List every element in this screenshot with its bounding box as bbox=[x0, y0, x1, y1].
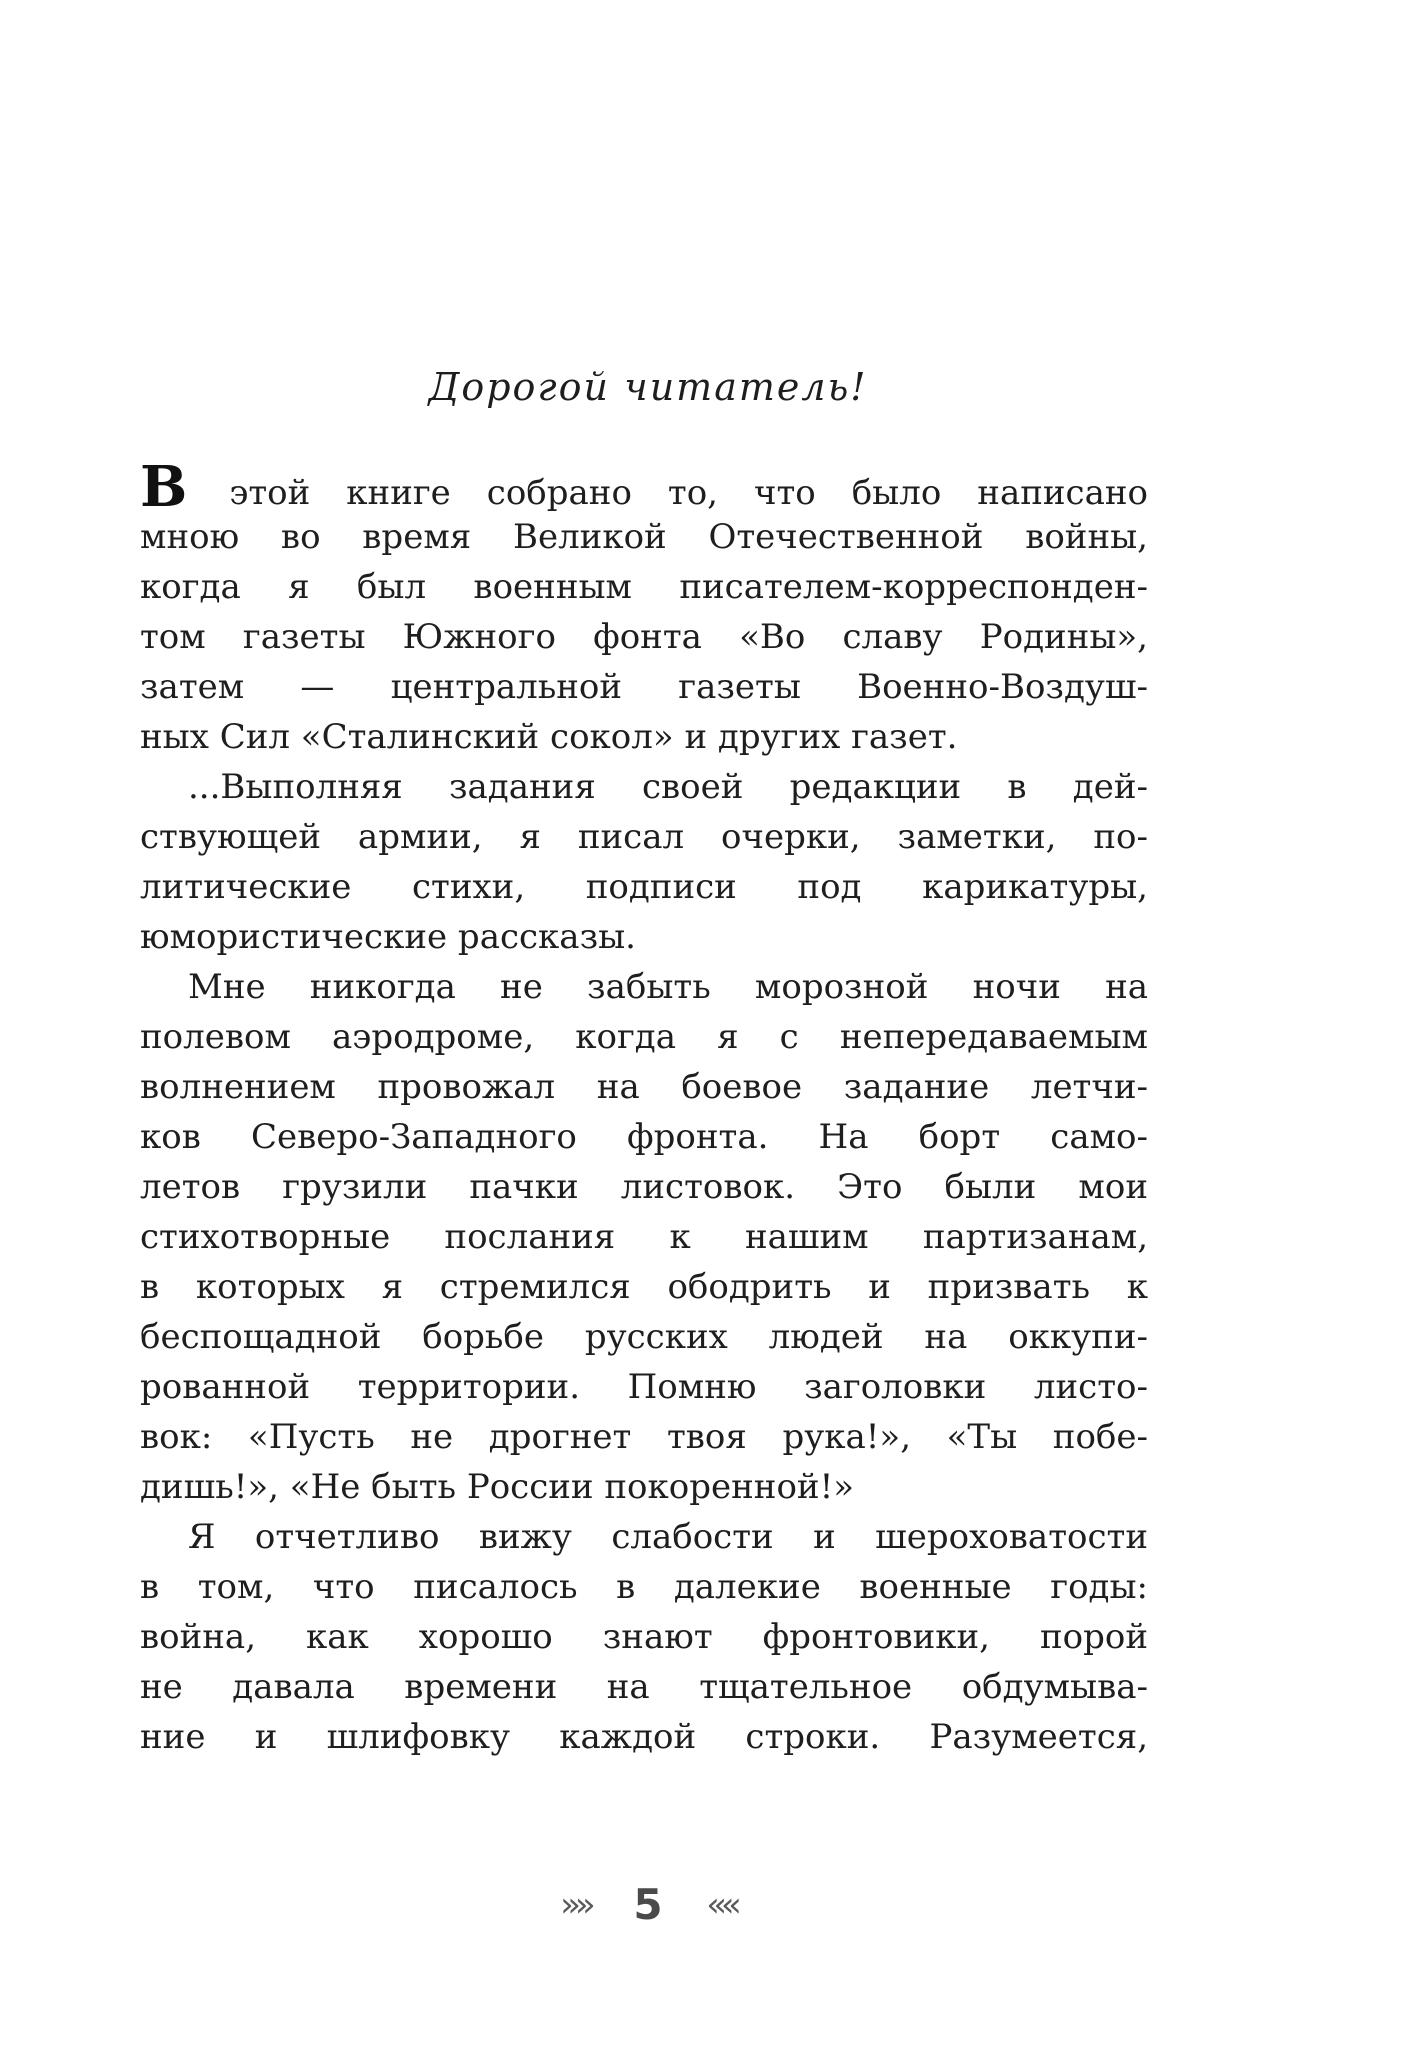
text-line: Я отчетливо вижу слабости и шероховатости bbox=[188, 1517, 1148, 1557]
text-line: ...Выполняя задания своей редакции в дей- bbox=[188, 767, 1148, 807]
text-line: том газеты Южного фонта «Во славу Родины», bbox=[140, 617, 1148, 657]
chevrons-left-icon: «« bbox=[706, 1884, 736, 1925]
page-number-value: 5 bbox=[633, 1880, 663, 1929]
text-line: рованной территории. Помню заголовки листо- bbox=[140, 1367, 1148, 1407]
text-line: полевом аэродроме, когда я с непередаваемым bbox=[140, 1017, 1148, 1057]
page-heading: Дорогой читатель! bbox=[428, 365, 868, 409]
text-line: стихотворные послания к нашим партизанам, bbox=[140, 1217, 1148, 1257]
text-line: ние и шлифовку каждой строки. Разумеется, bbox=[140, 1717, 1148, 1757]
body-text bbox=[140, 454, 1148, 1762]
chevrons-right-icon: »» bbox=[560, 1884, 590, 1925]
text-line: летов грузили пачки листовок. Это были мои bbox=[140, 1167, 1148, 1207]
text-line: дишь!», «Не быть России покоренной!» bbox=[140, 1467, 855, 1507]
text-line: юмористические рассказы. bbox=[140, 917, 636, 957]
text-line: Мне никогда не забыть морозной ночи на bbox=[188, 967, 1148, 1007]
text-line bbox=[140, 454, 1148, 520]
text-line: литические стихи, подписи под карикатуры, bbox=[140, 867, 1148, 907]
text-line: затем — центральной газеты Военно-Воздуш- bbox=[140, 667, 1148, 707]
page-number bbox=[0, 1880, 1296, 1929]
text-line: ков Северо-Западного фронта. На борт само- bbox=[140, 1117, 1148, 1157]
text-line: когда я был военным писателем-корреспонден- bbox=[140, 567, 1148, 607]
text-line: в которых я стремился ободрить и призвать к bbox=[140, 1267, 1148, 1307]
text-line: в том, что писалось в далекие военные годы: bbox=[140, 1567, 1148, 1607]
text-line: ных Сил «Сталинский сокол» и других газет. bbox=[140, 717, 958, 757]
text-line: ствующей армии, я писал очерки, заметки, по- bbox=[140, 817, 1148, 857]
drop-cap: В bbox=[140, 454, 188, 520]
text-line: мною во время Великой Отечественной войны, bbox=[140, 517, 1148, 557]
text-line: вок: «Пусть не дрогнет твоя рука!», «Ты побе- bbox=[140, 1417, 1148, 1457]
text-line: война, как хорошо знают фронтовики, порой bbox=[140, 1617, 1148, 1657]
text-line: беспощадной борьбе русских людей на оккупи- bbox=[140, 1317, 1148, 1357]
text-line-content: этой книге собрано то, что было написано bbox=[193, 473, 1148, 513]
text-line: волнением провожал на боевое задание летчи- bbox=[140, 1067, 1148, 1107]
text-line: не давала времени на тщательное обдумыва- bbox=[140, 1667, 1148, 1707]
